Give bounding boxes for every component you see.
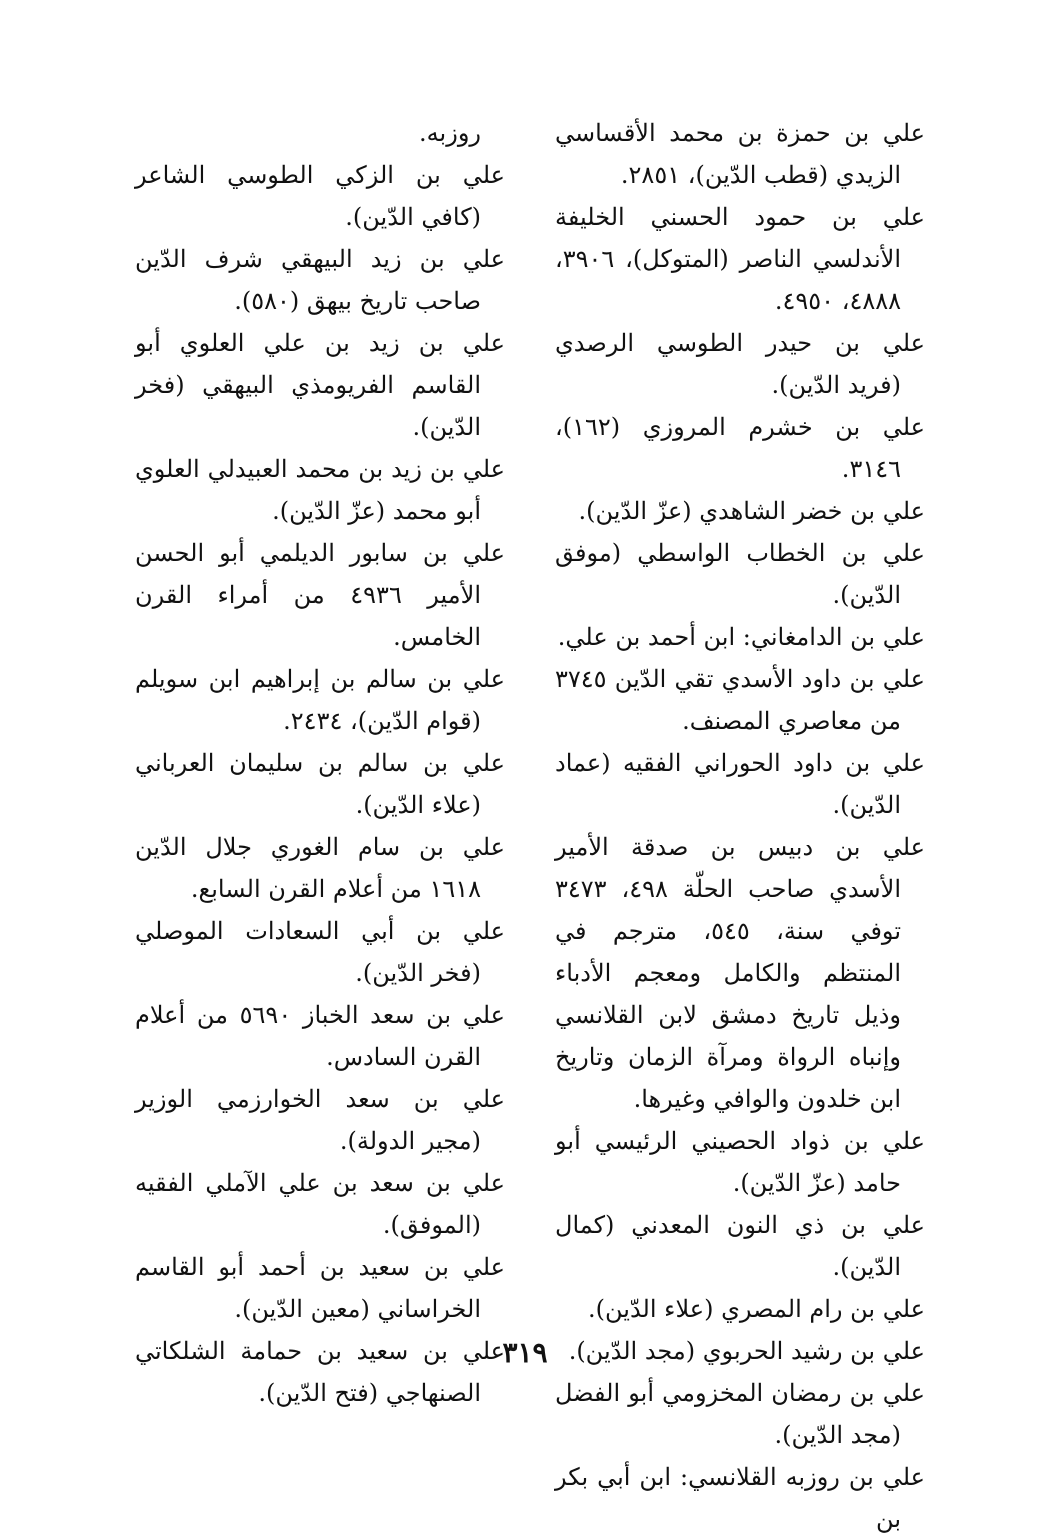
index-entry: علي بن سعيد بن أحمد أبو القاسم الخراساني (معين الدّين). <box>135 1253 505 1323</box>
index-entry: علي بن أبي السعادات الموصلي (فخر الدّين). <box>135 917 505 987</box>
index-entry: علي بن سعد الخوارزمي الوزير (مجير الدولة). <box>135 1085 505 1155</box>
index-entry: علي بن روزبه القلانسي: ابن أبي بكر بن <box>555 1463 925 1533</box>
index-entry-continuation: روزبه. <box>419 119 481 147</box>
index-entry: علي بن داود الحوراني الفقيه (عماد الدّين). <box>555 749 925 819</box>
index-entry: علي بن حمود الحسني الخليفة الأندلسي الناصر (المتوكل)، ٣٩٠٦، ٤٨٨٨، ٤٩٥٠. <box>555 203 925 315</box>
index-entry: علي بن سالم بن إبراهيم ابن سويلم (قوام الدّين)، ٢٤٣٤. <box>135 665 505 735</box>
index-column-right <box>555 112 925 1540</box>
index-entry: علي بن الخطاب الواسطي (موفق الدّين). <box>555 539 925 609</box>
index-entry: علي بن حيدر الطوسي الرصدي (فريد الدّين). <box>555 329 925 399</box>
index-entry: علي بن خشرم المروزي (١٦٢)، ٣١٤٦. <box>555 413 925 483</box>
index-entry: علي بن سام الغوري جلال الدّين ١٦١٨ من أعلام القرن السابع. <box>135 833 505 903</box>
index-entry: علي بن رام المصري (علاء الدّين). <box>588 1295 925 1323</box>
index-entry: علي بن الدامغاني: ابن أحمد بن علي. <box>557 623 925 651</box>
index-entry: علي بن ذي النون المعدني (كمال الدّين). <box>555 1211 925 1281</box>
index-entry: علي بن سعيد بن حمامة الشلكاتي الصنهاجي (فتح الدّين). <box>135 1337 505 1407</box>
index-entry: علي بن سابور الديلمي أبو الحسن الأمير ٤٩٣٦ من أمراء القرن الخامس. <box>135 539 505 651</box>
index-entry: علي بن رمضان المخزومي أبو الفضل (مجد الدّين). <box>555 1379 925 1449</box>
index-entry: علي بن سعد بن علي الآملي الفقيه (الموفق). <box>135 1169 505 1239</box>
index-entry: علي بن سالم بن سليمان العرباني (علاء الدّين). <box>135 749 505 819</box>
index-entry: علي بن زيد البيهقي شرف الدّين صاحب تاريخ بيهق (٥٨٠). <box>135 245 505 315</box>
index-entry: علي بن دبيس بن صدقة الأمير الأسدي صاحب الحلّة ٤٩٨، ٣٤٧٣ توفي سنة، ٥٤٥، مترجم في المنتظم والكامل ومعجم الأدباء وذيل تاريخ دمشق لابن القلانسي وإنباه الرواة ومرآة الزمان وتاريخ ابن خلدون والوافي وغيرها. <box>555 833 925 1113</box>
index-entry: علي بن خضر الشاهدي (عزّ الدّين). <box>578 497 925 525</box>
index-entry: علي بن زيد بن علي العلوي أبو القاسم الفريومذي البيهقي (فخر الدّين). <box>135 329 505 441</box>
page-number: ٣١٩ <box>502 1336 548 1369</box>
index-entry: علي بن رشيد الحربوي (مجد الدّين). <box>568 1337 925 1365</box>
index-entry: علي بن ذواد الحصيني الرئيسي أبو حامد (عزّ الدّين). <box>555 1127 925 1197</box>
index-entry: علي بن حمزة بن محمد الأقساسي الزيدي (قطب الدّين)، ٢٨٥١. <box>555 119 925 189</box>
index-entry: علي بن داود الأسدي تقي الدّين ٣٧٤٥ من معاصري المصنف. <box>555 665 925 735</box>
index-entry: علي بن زيد بن محمد العبيدلي العلوي أبو محمد (عزّ الدّين). <box>135 455 505 525</box>
index-entry: علي بن الزكي الطوسي الشاعر (كافي الدّين). <box>135 161 505 231</box>
index-entry: علي بن سعد الخباز ٥٦٩٠ من أعلام القرن السادس. <box>135 1001 505 1071</box>
index-column-left <box>135 112 505 1414</box>
